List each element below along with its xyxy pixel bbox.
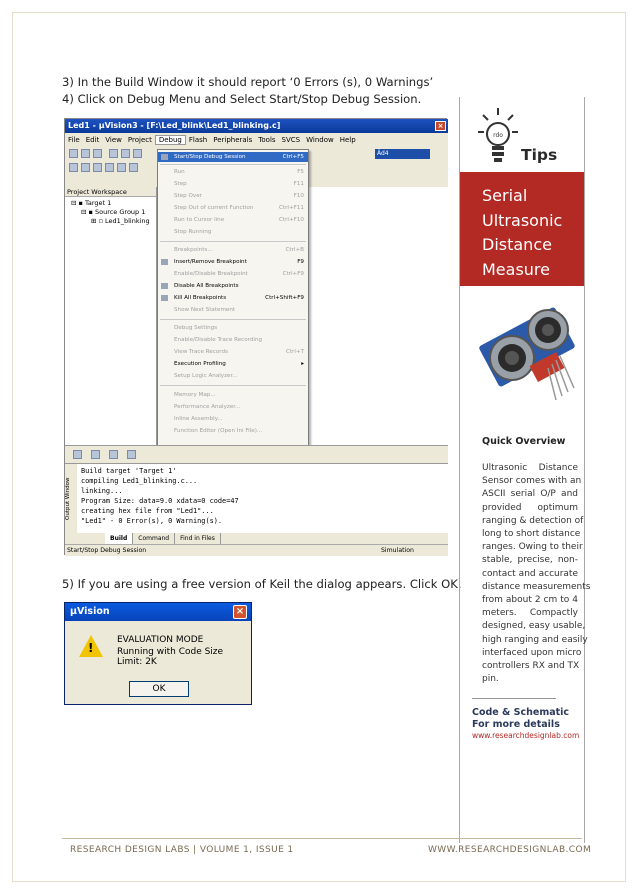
- breakpoint-icon: [161, 283, 168, 289]
- menu-item-label: Function Editor (Open Ini File)...: [174, 428, 263, 434]
- kill-breakpoint-icon: [161, 295, 168, 301]
- menu-window[interactable]: Window: [306, 136, 334, 144]
- menu-separator: [160, 164, 306, 165]
- menu-item-label: Step Out of current Function: [174, 205, 254, 211]
- translate-icon[interactable]: [69, 163, 78, 172]
- product-name: [482, 184, 562, 282]
- output-line: creating hex file from "Led1"...: [81, 507, 214, 515]
- ide-close-icon[interactable]: ×: [435, 121, 446, 131]
- menu-item-label: Execution Profiling: [174, 361, 226, 367]
- menu-view[interactable]: View: [105, 136, 122, 144]
- step-5-text: 5) If you are using a free version of Keil the dialog appears. Click OK.: [62, 577, 462, 591]
- menu-item-shortcut: F5: [297, 169, 304, 175]
- menu-item-logic-analyzer[interactable]: [158, 371, 308, 381]
- menu-debug[interactable]: Debug: [155, 135, 186, 145]
- quick-overview-line: controllers RX and TX: [482, 661, 580, 671]
- output-line: "Led1" - 0 Error(s), 0 Warning(s).: [81, 517, 223, 525]
- menu-item-label: Run: [174, 169, 185, 175]
- menu-item-kill-all-breakpoints[interactable]: [158, 293, 308, 303]
- menu-item-step[interactable]: [158, 179, 308, 189]
- close-icon[interactable]: ×: [233, 605, 247, 619]
- dialog-title-bar: [65, 603, 251, 621]
- project-tree: [65, 197, 156, 228]
- menu-item-label: View Trace Records: [174, 349, 228, 355]
- open-file-icon[interactable]: [81, 149, 90, 158]
- tree-label: Target 1: [84, 199, 112, 207]
- tree-item-group[interactable]: ⊟ ▪ Source Group 1: [81, 208, 146, 216]
- menu-item-label: Enable/Disable Trace Recording: [174, 337, 263, 343]
- tree-item-target[interactable]: ⊟ ▪ Target 1: [71, 199, 112, 207]
- product-name-line: Distance: [482, 235, 552, 254]
- output-window-label: Output Window: [65, 464, 77, 534]
- menu-item-shortcut: Ctrl+F5: [282, 154, 304, 160]
- menu-svcs[interactable]: SVCS: [281, 136, 301, 144]
- tree-item-file[interactable]: ⊞ ▫ Led1_blinking: [91, 217, 150, 225]
- dialog-message-line-1: EVALUATION MODE: [117, 635, 204, 645]
- warning-mark-icon: !: [88, 641, 94, 655]
- menu-item-shortcut: Ctrl+F11: [279, 205, 304, 211]
- quick-overview-line: meters. Compactly: [482, 608, 578, 619]
- debug-menu-dropdown: [157, 149, 309, 454]
- quick-overview-line: designed, easy usable,: [482, 621, 586, 632]
- cut-icon[interactable]: [109, 149, 118, 158]
- tab-build[interactable]: Build: [105, 533, 133, 544]
- copy-icon[interactable]: [121, 149, 130, 158]
- menu-item-label: Breakpoints...: [174, 247, 213, 253]
- submenu-arrow-icon: ▸: [301, 361, 304, 367]
- menu-item-label: Memory Map...: [174, 392, 216, 398]
- menu-item-label: Debug Settings: [174, 325, 218, 331]
- ide-screenshot: [64, 118, 447, 555]
- menu-item-performance-analyzer[interactable]: [158, 402, 308, 412]
- menu-item-show-next-statement[interactable]: [158, 305, 308, 315]
- code-schematic-label: Code & Schematic: [472, 707, 570, 718]
- menu-item-inline-assembly[interactable]: [158, 414, 308, 424]
- hand-icon: [161, 259, 168, 265]
- sidebar-divider: [472, 698, 556, 699]
- menu-item-function-editor[interactable]: [158, 426, 308, 436]
- project-workspace: [65, 187, 157, 445]
- menu-help[interactable]: Help: [339, 136, 356, 144]
- step-3-text: 3) In the Build Window it should report ‘0 Errors (s), 0 Warnings’: [62, 75, 434, 89]
- more-details-label: For more details: [472, 719, 560, 730]
- menu-item-enable-breakpoint[interactable]: [158, 269, 308, 279]
- tree-label: Led1_blinking: [104, 217, 150, 225]
- menu-item-run[interactable]: [158, 167, 308, 177]
- step-4-text: 4) Click on Debug Menu and Select Start/Stop Debug Session.: [62, 92, 422, 106]
- quick-overview-line: interfaced upon micro: [482, 647, 582, 658]
- menu-item-shortcut: F11: [293, 181, 304, 187]
- menu-item-insert-breakpoint[interactable]: [158, 257, 308, 267]
- output-line: Program Size: data=9.0 xdata=0 code=47: [81, 497, 239, 505]
- menu-item-shortcut: Ctrl+B: [285, 247, 304, 253]
- menu-separator: [160, 241, 306, 242]
- debug-session-icon: [161, 154, 168, 160]
- menu-item-execution-profiling[interactable]: [158, 359, 308, 369]
- menu-item-label: Setup Logic Analyzer...: [174, 373, 238, 379]
- ide-status-bar: [65, 544, 448, 556]
- target-combo[interactable]: Äd4: [375, 149, 430, 159]
- menu-item-start-stop-debug[interactable]: [158, 152, 308, 162]
- menu-item-disable-all-breakpoints[interactable]: [158, 281, 308, 291]
- regs-tab-icon[interactable]: [91, 450, 100, 459]
- menu-item-label: Inline Assembly...: [174, 416, 223, 422]
- ide-title-bar: [65, 119, 448, 133]
- output-tabs: [65, 533, 448, 544]
- menu-item-breakpoints[interactable]: [158, 245, 308, 255]
- download-icon[interactable]: [117, 163, 126, 172]
- menu-item-label: Stop Running: [174, 229, 212, 235]
- menu-item-step-over[interactable]: [158, 191, 308, 201]
- ok-button[interactable]: OK: [129, 681, 189, 697]
- rebuild-icon[interactable]: [93, 163, 102, 172]
- options-icon[interactable]: [129, 163, 138, 172]
- tab-find-in-files[interactable]: Find in Files: [175, 533, 221, 544]
- menu-item-label: Step: [174, 181, 187, 187]
- stop-build-icon[interactable]: [105, 163, 114, 172]
- workspace-title: Project Workspace: [65, 187, 156, 197]
- menu-item-step-out[interactable]: [158, 203, 308, 213]
- save-icon[interactable]: [93, 149, 102, 158]
- menu-item-label: Start/Stop Debug Session: [174, 154, 246, 160]
- menu-item-label: Run to Cursor line: [174, 217, 225, 223]
- menu-item-label: Insert/Remove Breakpoint: [174, 259, 247, 265]
- footer-divider: [62, 838, 582, 839]
- output-window: [65, 463, 448, 533]
- lightbulb-icon: [478, 106, 518, 166]
- menu-item-label: Show Next Statement: [174, 307, 236, 313]
- menu-item-label: Enable/Disable Breakpoint: [174, 271, 248, 277]
- functions-tab-icon[interactable]: [127, 450, 136, 459]
- menu-item-shortcut: Ctrl+Shift+F9: [265, 295, 304, 301]
- files-tab-icon[interactable]: [73, 450, 82, 459]
- menu-item-label: Kill All Breakpoints: [174, 295, 227, 301]
- build-icon[interactable]: [81, 163, 90, 172]
- quick-overview-line: high ranging and easily: [482, 634, 588, 645]
- menu-tools[interactable]: Tools: [258, 136, 276, 144]
- tree-label: Source Group 1: [94, 208, 146, 216]
- output-line: compiling Led1_blinking.c...: [81, 477, 198, 485]
- ultrasonic-sensor-image: [470, 296, 580, 406]
- output-line: Build target 'Target 1': [81, 467, 177, 475]
- output-line: linking...: [81, 487, 123, 495]
- quick-overview-line: from about 2 cm to 4: [482, 595, 578, 605]
- footer-website[interactable]: WWW.RESEARCHDESIGNLAB.COM: [428, 845, 592, 855]
- menu-item-shortcut: F10: [293, 193, 304, 199]
- tips-label: Tips: [521, 146, 558, 164]
- dialog-message-line-2: Running with Code Size Limit: 2K: [117, 647, 224, 667]
- new-file-icon[interactable]: [69, 149, 78, 158]
- menu-item-trace-recording[interactable]: [158, 335, 308, 345]
- footer-publication: RESEARCH DESIGN LABS | VOLUME 1, ISSUE 1: [70, 845, 294, 855]
- quick-overview-line: contact and accurate: [482, 568, 578, 579]
- quick-overview-line: stable, precise, non-: [482, 555, 578, 566]
- menu-item-stop-running[interactable]: [158, 227, 308, 237]
- menu-separator: [160, 319, 306, 320]
- quick-overview-line: ASCII serial O/P and: [482, 489, 578, 500]
- menu-flash[interactable]: Flash: [188, 136, 208, 144]
- menu-item-shortcut: Ctrl+F10: [279, 217, 304, 223]
- menu-edit[interactable]: Edit: [85, 136, 100, 144]
- menu-item-label: Performance Analyzer...: [174, 404, 241, 410]
- menu-item-shortcut: Ctrl+F9: [282, 271, 304, 277]
- menu-item-run-to-cursor[interactable]: [158, 215, 308, 225]
- menu-project[interactable]: Project: [127, 136, 152, 144]
- menu-item-view-trace[interactable]: [158, 347, 308, 357]
- quick-overview-title: Quick Overview: [482, 436, 566, 447]
- menu-file[interactable]: File: [68, 136, 80, 144]
- menu-item-shortcut: Ctrl+T: [285, 349, 304, 355]
- build-output: [81, 466, 239, 526]
- tab-command[interactable]: Command: [133, 533, 175, 544]
- quick-overview-line: Ultrasonic Distance: [482, 463, 578, 473]
- workspace-tabs: [65, 445, 448, 463]
- menu-separator: [160, 385, 306, 386]
- menu-peripherals[interactable]: Peripherals: [213, 136, 253, 144]
- quick-overview-line: long to short distance: [482, 529, 581, 539]
- product-name-line: Measure: [482, 259, 550, 279]
- quick-overview-line: Sensor comes with an: [482, 476, 582, 487]
- books-tab-icon[interactable]: [109, 450, 118, 459]
- status-mode: Simulation: [381, 547, 414, 554]
- quick-overview-line: ranges. Owing to their: [482, 542, 583, 553]
- menu-item-shortcut: F9: [297, 259, 304, 265]
- quick-overview-line: provided optimum: [482, 502, 578, 513]
- ide-title: Led1 - µVision3 - [F:\Led_blink\Led1_blinking.c]: [68, 121, 281, 130]
- product-name-line: Ultrasonic: [482, 210, 563, 230]
- quick-overview-line: distance measurements: [482, 581, 591, 592]
- bulb-logo-text: rdo: [493, 132, 503, 139]
- paste-icon[interactable]: [133, 149, 142, 158]
- website-link[interactable]: www.researchdesignlab.com: [472, 731, 580, 740]
- status-text: Start/Stop Debug Session: [67, 547, 147, 554]
- menu-item-label: Step Over: [174, 193, 202, 199]
- dialog-title: µVision: [70, 606, 110, 617]
- menu-item-memory-map[interactable]: [158, 390, 308, 400]
- menu-item-debug-settings[interactable]: [158, 323, 308, 333]
- product-name-line: Serial: [482, 186, 528, 205]
- quick-overview-line: pin.: [482, 674, 499, 685]
- menu-item-label: Disable All Breakpoints: [174, 283, 239, 289]
- evaluation-dialog: [64, 602, 252, 705]
- ide-menubar: [65, 133, 448, 147]
- quick-overview-line: ranging & detection of: [482, 515, 584, 526]
